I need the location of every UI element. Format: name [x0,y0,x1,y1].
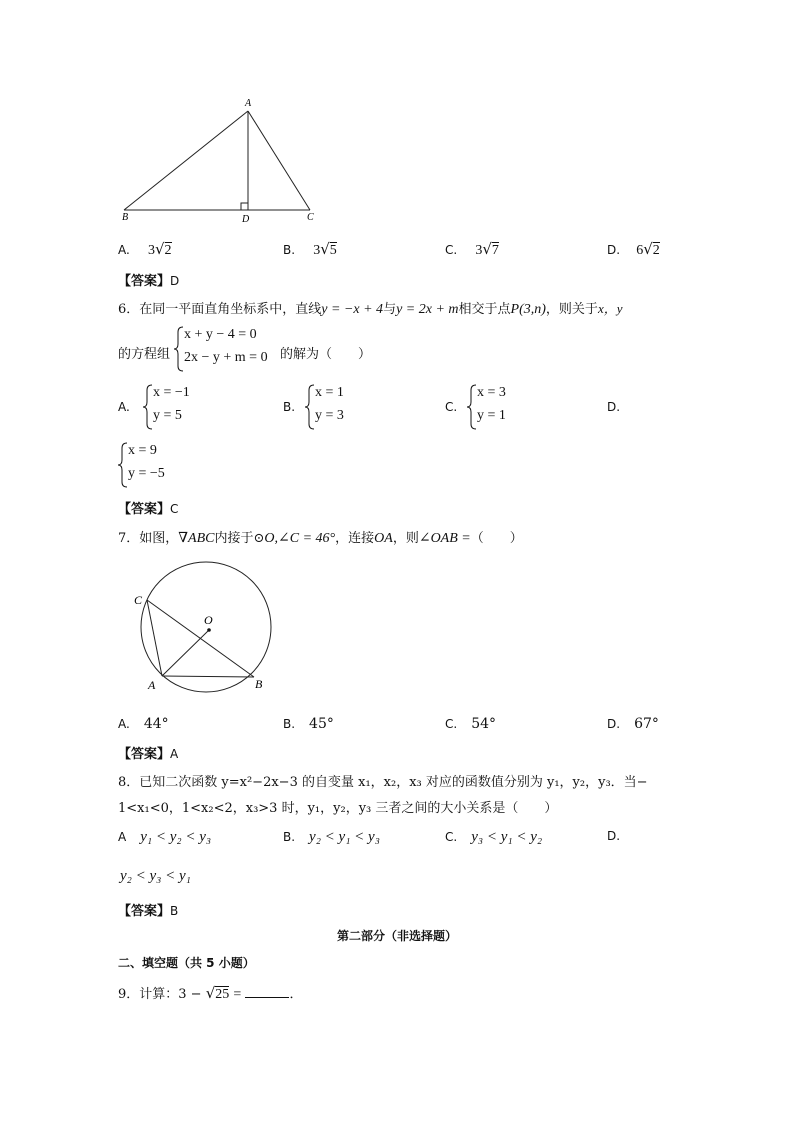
option-radicand: 5 [329,243,337,258]
q6-option-b-system [305,384,375,430]
q6-option-d-system [118,442,198,488]
label-B: B [255,677,263,691]
option-letter: D. [607,717,621,731]
q6-option-a-letter: A. [118,400,130,414]
label-C: C [307,212,314,223]
q7-angle: ∠OAB = [418,531,471,546]
label-B: B [122,212,129,223]
option-coef: 3 [475,243,483,258]
system-row-1: x = 9 [128,443,157,458]
triangle-figure [110,92,330,227]
q8-option-b [283,829,380,846]
q6-vars: x，y [597,301,623,316]
q6-line1: y = −x + 4 [321,302,384,317]
q7-option-b [283,716,334,732]
option-text: y₂ < y₁ < y₃ [309,829,380,845]
part2-heading: 第二部分（非选择题） [336,929,457,943]
answer-value: D [170,274,180,288]
q7-text: ，则 [392,531,419,546]
option-radicand: 2 [164,243,172,258]
system-row-1: x = −1 [153,385,190,400]
label-D: D [242,214,250,225]
q7-text: 7．如图， [118,531,179,546]
option-coef: 3 [147,243,155,258]
q6-stem-line1 [118,298,622,318]
option-letter: B. [283,830,296,844]
q8-option-c [445,829,542,846]
q8-answer [118,900,178,919]
answer-value: A [170,747,179,761]
q7-segment: OA [374,531,393,546]
q9-end: ． [289,987,303,1002]
q6-option-c-system [467,384,537,430]
q8-stem-line2: 1<x₁<0，1<x₂<2，x₃>3 时，y₁，y₂，y₃ 三者之间的大小关系是（ ） [118,801,558,816]
q7-triangle: ∇ABC [178,531,215,546]
q7-option-c [445,716,496,732]
option-text: 54° [471,716,497,732]
q5-option-c: C. 3√7 [445,240,499,258]
q6-option-a-system [143,384,213,430]
option-letter: D. [607,829,621,843]
answer-tag: 【答案】 [118,747,171,762]
system-row-1: x = 1 [315,385,344,400]
system-row-2: y = 1 [477,408,506,423]
q5-option-a: A. 3√2 [118,240,172,258]
q8-option-a [118,829,211,846]
answer-value: B [170,904,179,918]
q8-stem-line1: 8．已知二次函数 y=x²−2x−3 的自变量 x₁，x₂，x₃ 对应的函数值分别为 y₁，y₂，y₃．当− [118,775,648,790]
option-radicand: 7 [491,243,499,258]
answer-tag: 【答案】 [118,274,171,289]
option-coef: 6 [636,243,644,258]
q6-option-b-letter: B. [283,400,296,414]
option-letter: B. [283,717,296,731]
q7-option-a [118,716,169,732]
q8-option-d-letter [607,829,620,844]
answer-value: C [170,502,179,516]
option-letter: D. [607,243,621,257]
label-O: O [204,613,213,627]
option-text: y₁ < y₂ < y₃ [140,829,212,845]
option-text: 67° [634,716,659,732]
circle-figure [128,560,288,695]
q6-text: 的方程组 [118,347,171,362]
q6-text: ，则关于 [545,302,598,317]
q7-answer [118,743,178,762]
q6-point: P(3,n) [510,302,546,317]
option-text: y₃ < y₁ < y₂ [471,829,543,845]
option-letter: C. [445,717,458,731]
q6-answer [118,498,178,517]
system-row-1: x = 3 [477,385,506,400]
q7-circle-angle: O,∠C = 46° [264,531,336,546]
q7-text: ，连接 [335,531,375,546]
q6-option-d-letter: D. [607,400,621,414]
q6-text: 与 [383,302,397,317]
system-row-2: 2x − y + m = 0 [184,350,268,365]
label-A: A [148,678,156,692]
option-letter: A. [118,717,130,731]
label-A: A [245,98,252,109]
system-row-1: x + y − 4 = 0 [184,327,257,342]
option-text: 45° [309,716,334,732]
q5-answer [118,270,179,289]
q9-radicand: 25 [215,987,230,1002]
answer-tag: 【答案】 [118,904,171,919]
q6-text: 相交于点 [458,302,511,317]
option-text: 44° [143,716,169,732]
q8-option-d-text: y₂ < y₃ < y₁ [120,868,191,884]
brace-icon [118,442,128,488]
system-row-2: y = 5 [153,408,182,423]
system-row-2: y = 3 [315,408,344,423]
q6-stem-line2-end [280,343,371,362]
option-letter: A [118,830,127,844]
option-letter: B. [283,243,296,257]
system-row-2: y = −5 [128,466,165,481]
brace-icon [174,326,184,372]
q7-option-d [607,716,659,732]
label-C: C [134,593,143,607]
option-radicand: 2 [652,243,660,258]
q7-stem [118,527,523,547]
q9: 9．计算：3 − √25 = ． [118,984,303,1002]
q7-text: 内接于⊙ [214,531,265,546]
q9-equals: = [233,987,242,1002]
q5-option-b: B. 3√5 [283,240,337,258]
brace-icon [467,384,477,430]
q6-line2: y = 2x + m [396,302,459,317]
q6-option-c-letter: C. [445,400,458,414]
brace-icon [305,384,315,430]
answer-tag: 【答案】 [118,502,171,517]
section-heading: 二、填空题（共 5 小题） [118,956,255,970]
q9-prefix: 9．计算：3 − [118,987,202,1002]
option-coef: 3 [313,243,321,258]
option-letter: C. [445,243,458,257]
option-letter: C. [445,830,458,844]
q7-text: （ ） [470,531,523,546]
q6-equation-system [174,326,284,372]
answer-blank[interactable] [245,985,289,998]
q6-text: 6．在同一平面直角坐标系中，直线 [118,302,322,317]
q6-text: 的解为（ ） [280,347,372,362]
option-letter: A. [118,243,130,257]
brace-icon [143,384,153,430]
q5-option-d: D. 6√2 [607,240,660,258]
q6-stem-line2 [118,343,170,362]
